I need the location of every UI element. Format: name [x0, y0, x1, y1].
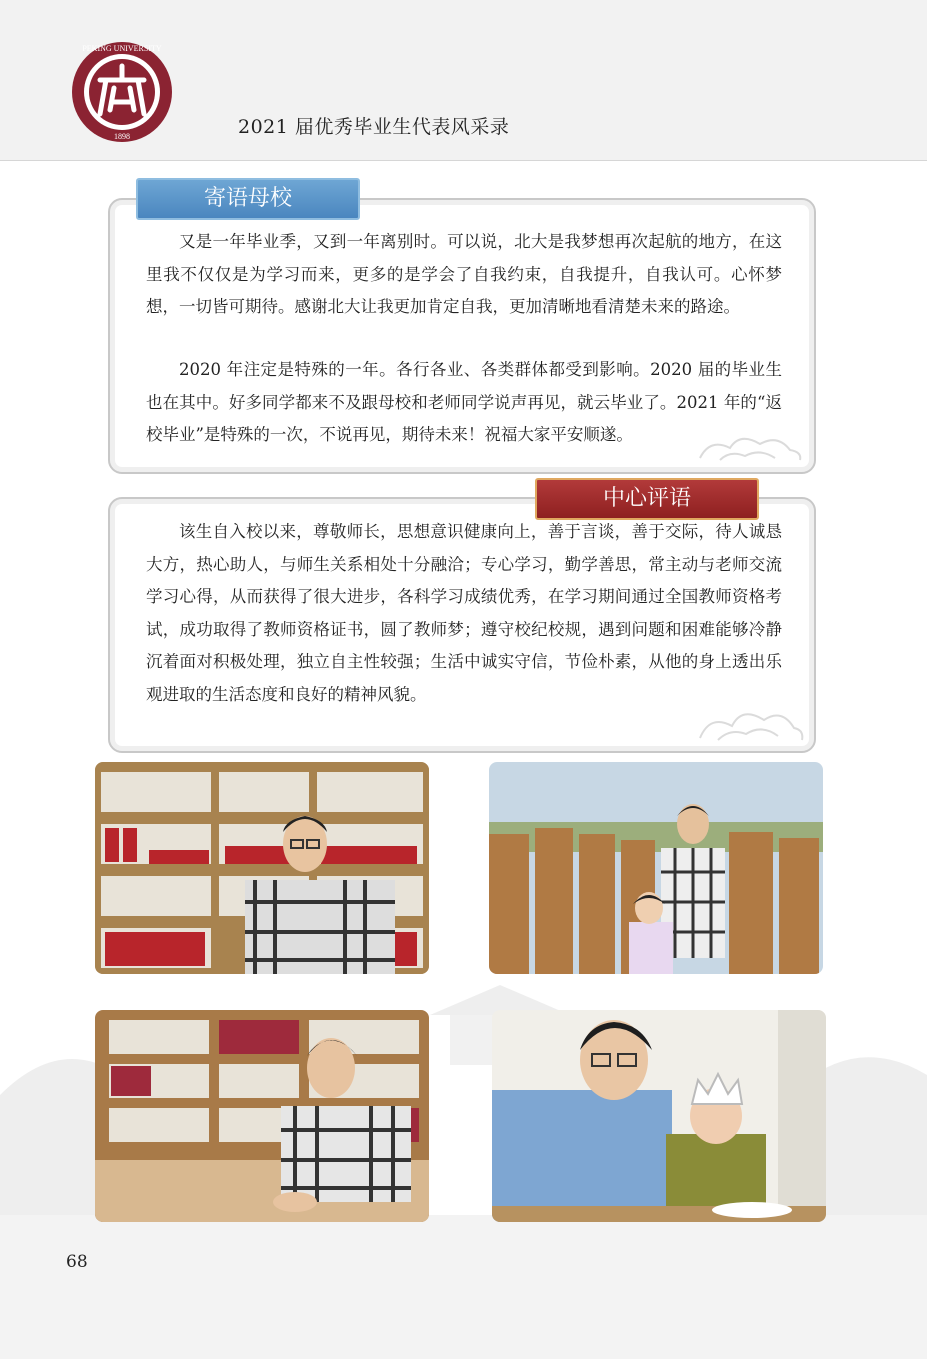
message-paragraph-1: 又是一年毕业季，又到一年离别时。可以说，北大是我梦想再次起航的地方，在这里我不仅仅是为学习而来，更多的是学会了自我约束，自我提升，自我认可。心怀梦想，一切皆可期待。感谢北大让我更加肯定自我，更加清晰地看清楚未来的路途。 — [146, 232, 782, 316]
message-paragraph-2: 2020 年注定是特殊的一年。各行各业、各类群体都受到影响。2020 届的毕业生也在其中。好多同学都来不及跟母校和老师同学说声再见，就云毕业了。2021 年的“返校毕业”是特殊的一次，不说再见，期待未来！祝福大家平安顺遂。 — [146, 360, 782, 444]
page-number: 68 — [66, 1252, 88, 1272]
photo-reading-at-desk — [95, 1010, 429, 1222]
page-header — [0, 0, 927, 161]
cloud-ornament — [690, 700, 808, 746]
photo-bookshelf-portrait — [95, 762, 429, 974]
photo-birthday-with-son — [492, 1010, 826, 1222]
comment-tab: 中心评语 — [535, 478, 759, 520]
svg-text:1898: 1898 — [114, 132, 130, 141]
peking-university-logo — [70, 40, 174, 144]
svg-text:PEKING UNIVERSITY: PEKING UNIVERSITY — [82, 44, 162, 53]
comment-paragraph: 该生自入校以来，尊敬师长，思想意识健康向上，善于言谈，善于交际，待人诚恳大方，热心助人，与师生关系相处十分融洽；专心学习，勤学善思，常主动与老师交流学习心得，从而获得了很大进步，各科学习成绩优秀，在学习期间通过全国教师资格考试，成功取得了教师资格证书，圆了教师梦；遵守校纪校规，遇到问题和困难能够冷静沉着面对积极处理，独立自主性较强；生活中诚实守信，节俭朴素，从他的身上透出乐观进取的生活态度和良好的精神风貌。 — [146, 522, 782, 704]
photo-outdoor-with-daughter — [489, 762, 823, 974]
cloud-ornament — [690, 428, 808, 466]
header-title: 2021 届优秀毕业生代表风采录 — [238, 116, 510, 138]
message-tab: 寄语母校 — [136, 178, 360, 220]
